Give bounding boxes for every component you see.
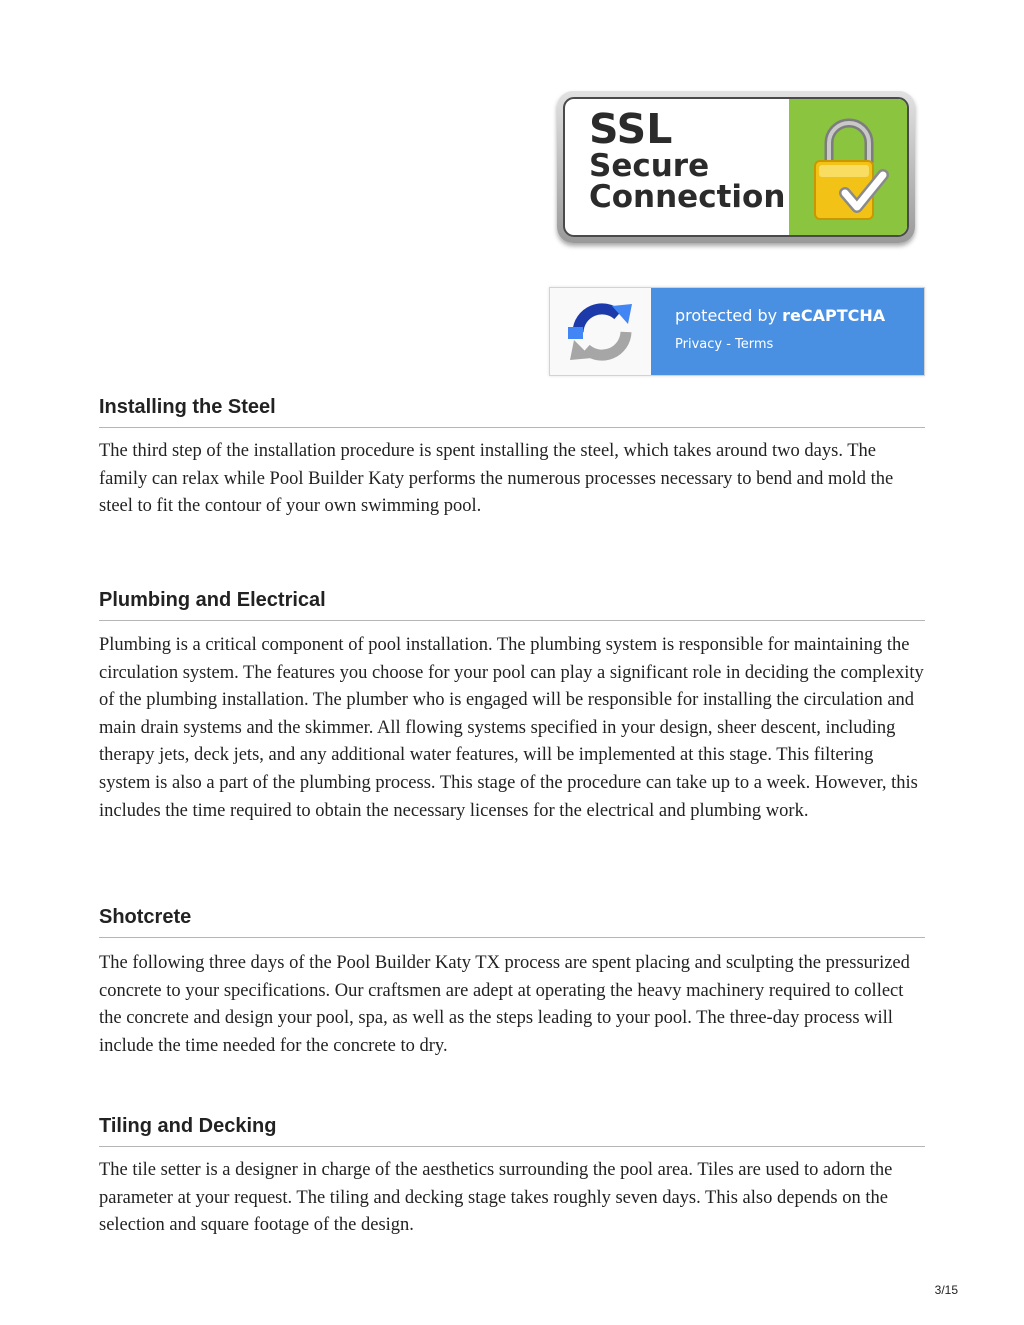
recaptcha-badge[interactable] [549, 287, 925, 376]
ssl-badge-line3: Connection [589, 179, 786, 216]
recaptcha-logo [550, 288, 651, 375]
recaptcha-prefix: protected by [675, 306, 783, 325]
section-heading-installing-steel: Installing the Steel [99, 396, 925, 428]
section-heading-plumbing-electrical: Plumbing and Electrical [99, 589, 925, 621]
ssl-badge-line2: Secure [589, 147, 710, 184]
recaptcha-title [675, 306, 924, 325]
section-heading-shotcrete: Shotcrete [99, 906, 925, 938]
section-body-installing-steel: The third step of the installation procedure is spent installing the steel, which takes around two days. The family can relax while Pool Builder Katy performs the numerous processes necessary to bend and mold the steel to fit the contour of your own swimming pool. [99, 441, 894, 517]
ssl-lock-panel [789, 99, 907, 235]
recaptcha-brand: reCAPTCHA [782, 306, 886, 325]
ssl-badge-inner [563, 97, 909, 237]
recaptcha-panel [651, 288, 924, 375]
section-body-plumbing-electrical: Plumbing is a critical component of pool installation. The plumbing system is responsible for maintaining the circulation system. The features you choose for your pool can play a significant role in deciding the complexity of the plumbing installation. The plumber who is engaged will be responsible for installing the circulation and main drain systems and the skimmer. All flowing systems specified in your design, sheer descent, including therapy jets, deck jets, and any additional water features, will be implemented at this stage. This filtering system is also a part of the plumbing process. This stage of the procedure can take up to a week. However, this includes the time required to obtain the necessary licenses for the electrical and plumbing work. [99, 635, 924, 821]
recaptcha-logo-icon [550, 288, 651, 375]
section-heading-tiling-decking: Tiling and Decking [99, 1115, 925, 1147]
ssl-badge-line1: SSL [589, 105, 673, 153]
ssl-secure-badge [557, 91, 915, 243]
section-body-shotcrete: The following three days of the Pool Builder Katy TX process are spent placing and sculpting the pressurized concrete to your specifications. Our craftsmen are adept at operating the heavy machinery required to collect the concrete and design your pool, spa, as well as the steps leading to your pool. The three-day process will include the time needed for the concrete to dry. [99, 953, 910, 1056]
padlock-check-icon [789, 99, 907, 235]
page-number: 3/15 [934, 1283, 958, 1297]
section-body-tiling-decking: The tile setter is a designer in charge of the aesthetics surrounding the pool area. Tiles are used to adorn the parameter at your request. The tiling and decking stage takes roughly seven days. This also depends on the selection and square footage of the design. [99, 1160, 893, 1236]
recaptcha-links[interactable]: Privacy - Terms [675, 337, 774, 352]
ssl-badge-text [565, 99, 789, 235]
